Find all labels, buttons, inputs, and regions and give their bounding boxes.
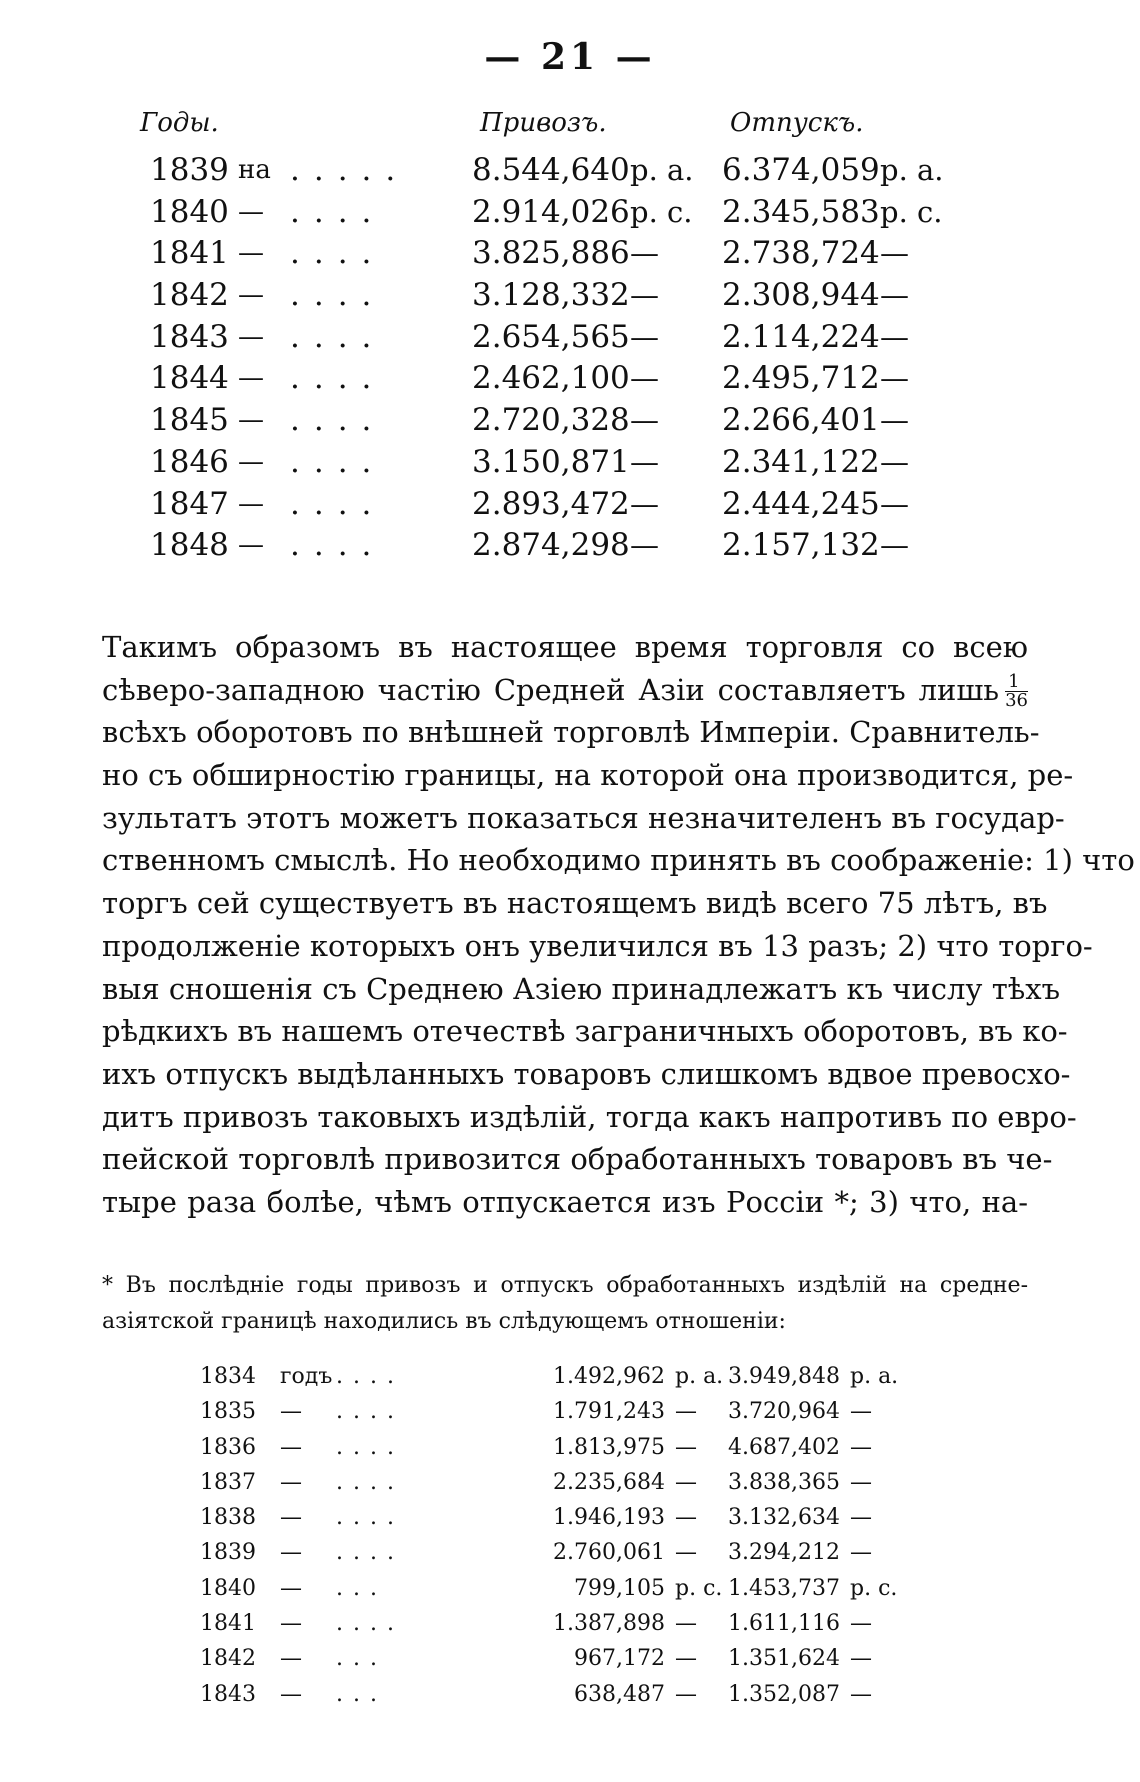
table-row xyxy=(140,358,940,400)
cell-year: 1840 xyxy=(200,1575,256,1601)
cell-import: 2.654,565 xyxy=(472,318,630,355)
cell-import-unit: — xyxy=(675,1434,697,1460)
cell-export: 1.453,737 xyxy=(728,1575,840,1601)
cell-import: 3.150,871 xyxy=(472,443,630,480)
cell-import-unit: — xyxy=(675,1681,697,1707)
footnote xyxy=(102,1268,1028,1340)
cell-mark: — xyxy=(238,196,264,227)
table-row xyxy=(140,525,940,567)
table-row xyxy=(140,442,940,484)
footnote-table-row xyxy=(200,1359,920,1394)
cell-export: 2.114,224 xyxy=(722,318,880,355)
cell-import: 2.874,298 xyxy=(472,527,630,564)
footnote-table-row xyxy=(200,1394,920,1429)
cell-export: 2.345,583 xyxy=(722,193,880,230)
cell-export-unit: р. с. xyxy=(880,194,943,229)
cell-dots: .... xyxy=(290,277,386,314)
table-row xyxy=(140,484,940,526)
paragraph-line: рѣдкихъ въ нашемъ отечествѣ заграничныхъ оборотовъ, въ ко- xyxy=(102,1014,1068,1049)
cell-mark: — xyxy=(280,1611,302,1637)
cell-year: 1838 xyxy=(200,1505,256,1531)
cell-dots: .... xyxy=(336,1469,404,1495)
cell-dots: ... xyxy=(336,1646,387,1672)
paragraph-line: ственномъ смыслѣ. Но необходимо принять въ соображеніе: 1) что xyxy=(102,843,1135,878)
cell-dots: .... xyxy=(336,1540,404,1566)
cell-export: 1.351,624 xyxy=(728,1646,840,1672)
cell-import: 2.760,061 xyxy=(553,1540,665,1566)
cell-year: 1839 xyxy=(200,1540,256,1566)
table-row xyxy=(140,400,940,442)
cell-year: 1841 xyxy=(200,1611,256,1637)
paragraph-line: торгъ сей существуетъ въ настоящемъ видѣ всего 75 лѣтъ, въ xyxy=(102,886,1048,921)
cell-mark: — xyxy=(280,1434,302,1460)
cell-import: 2.235,684 xyxy=(553,1469,665,1495)
cell-year: 1842 xyxy=(200,1646,256,1672)
cell-import: 1.791,243 xyxy=(553,1399,665,1425)
fraction-denominator: 36 xyxy=(1005,689,1028,711)
cell-export: 6.374,059 xyxy=(722,152,880,188)
cell-year: 1842 xyxy=(150,277,229,314)
cell-import-unit: — xyxy=(675,1399,697,1425)
cell-dots: .... xyxy=(336,1505,404,1531)
cell-import: 1.492,962 xyxy=(553,1364,665,1389)
cell-import: 3.128,332 xyxy=(472,277,630,314)
cell-year: 1836 xyxy=(200,1434,256,1460)
cell-export: 3.132,634 xyxy=(728,1505,840,1531)
cell-import-unit: — xyxy=(630,361,659,396)
cell-export-unit: — xyxy=(850,1646,872,1672)
cell-import-unit: — xyxy=(630,528,659,563)
cell-export: 3.720,964 xyxy=(728,1399,840,1425)
footnote-table-row xyxy=(200,1677,920,1712)
cell-export: 2.738,724 xyxy=(722,235,880,272)
cell-mark: — xyxy=(238,405,264,436)
cell-year: 1848 xyxy=(150,527,229,564)
fraction-numerator: 1 xyxy=(1005,673,1028,692)
cell-export-unit: — xyxy=(880,236,909,271)
cell-dots: ..... xyxy=(290,152,410,188)
cell-year: 1847 xyxy=(150,485,229,522)
paragraph-line: тыре раза болѣе, чѣмъ отпускается изъ Россіи *; 3) что, на- xyxy=(102,1184,1028,1219)
cell-export-unit: — xyxy=(880,528,909,563)
footnote-table-row xyxy=(200,1606,920,1641)
paragraph-line: дитъ привозъ таковыхъ издѣлій, тогда какъ напротивъ по евро- xyxy=(102,1099,1077,1134)
cell-year: 1834 xyxy=(200,1364,256,1389)
paragraph-line: Такимъ образомъ въ настоящее время торговля со всею xyxy=(102,630,1028,664)
cell-dots: .... xyxy=(290,318,386,355)
cell-import-unit: р. с. xyxy=(630,194,693,229)
paragraph-line: но съ обширностію границы, на которой она производится, ре- xyxy=(102,758,1074,793)
cell-export-unit: — xyxy=(850,1469,872,1495)
cell-mark: — xyxy=(238,530,264,561)
paragraph-line: пейской торговлѣ привозится обработанныхъ товаровъ въ че- xyxy=(102,1142,1053,1177)
cell-import-unit: — xyxy=(630,486,659,521)
cell-year: 1844 xyxy=(150,360,229,397)
cell-year: 1835 xyxy=(200,1399,256,1425)
cell-mark: — xyxy=(280,1575,302,1601)
trade-table xyxy=(140,108,944,567)
cell-mark: — xyxy=(280,1469,302,1495)
paragraph-line xyxy=(102,669,1028,712)
cell-dots: .... xyxy=(290,193,386,230)
cell-import: 2.914,026 xyxy=(472,193,630,230)
cell-export-unit: — xyxy=(850,1505,872,1531)
cell-dots: .... xyxy=(336,1611,404,1637)
cell-export-unit: — xyxy=(850,1611,872,1637)
cell-export: 2.157,132 xyxy=(722,527,880,564)
cell-import-unit: — xyxy=(675,1646,697,1672)
cell-year: 1843 xyxy=(150,318,229,355)
table-row xyxy=(140,317,940,359)
cell-mark: — xyxy=(280,1646,302,1672)
cell-import-unit: — xyxy=(675,1611,697,1637)
cell-import-unit: — xyxy=(675,1469,697,1495)
cell-import: 1.813,975 xyxy=(553,1434,665,1460)
footnote-table-row xyxy=(200,1641,920,1676)
cell-mark: — xyxy=(280,1540,302,1566)
cell-export-unit: — xyxy=(850,1434,872,1460)
trade-table-header xyxy=(140,108,940,150)
cell-export: 3.838,365 xyxy=(728,1469,840,1495)
paragraph-line: выя сношенія съ Среднею Азіею принадлежатъ къ числу тѣхъ xyxy=(102,971,1061,1006)
cell-export: 1.611,116 xyxy=(728,1611,840,1637)
table-row xyxy=(140,192,943,234)
header-import: Привозъ. xyxy=(480,108,607,138)
cell-dots: .... xyxy=(290,527,386,564)
cell-mark: — xyxy=(238,446,264,477)
footnote-table-row xyxy=(200,1465,920,1500)
cell-dots: .... xyxy=(336,1399,404,1425)
cell-export: 3.949,848 xyxy=(728,1364,840,1389)
cell-year: 1841 xyxy=(150,235,229,272)
cell-import: 967,172 xyxy=(574,1646,665,1672)
cell-import-unit: — xyxy=(630,444,659,479)
cell-import-unit: р. а. xyxy=(675,1364,724,1389)
cell-export-unit: — xyxy=(880,486,909,521)
paragraph-line: ихъ отпускъ выдѣланныхъ товаровъ слишкомъ вдвое превосхо- xyxy=(102,1056,1071,1091)
cell-export-unit: — xyxy=(880,278,909,313)
cell-export-unit: р. а. xyxy=(880,153,944,187)
paragraph-line: всѣхъ оборотовъ по внѣшней торговлѣ Имперіи. Сравнитель- xyxy=(102,715,1040,750)
fraction xyxy=(1005,670,1028,711)
cell-import: 2.462,100 xyxy=(472,360,630,397)
cell-export-unit: — xyxy=(880,444,909,479)
footnote-table-row xyxy=(200,1535,920,1570)
cell-year: 1840 xyxy=(150,193,229,230)
footnote-table-row xyxy=(200,1500,920,1535)
cell-export: 3.294,212 xyxy=(728,1540,840,1566)
cell-import: 3.825,886 xyxy=(472,235,630,272)
cell-mark: — xyxy=(280,1505,302,1531)
paragraph-line-text: сѣверо-западною частію Средней Азіи составляетъ лишь xyxy=(102,672,1000,707)
cell-export-unit: — xyxy=(880,361,909,396)
cell-dots: .... xyxy=(290,402,386,439)
cell-import-unit: — xyxy=(675,1505,697,1531)
header-export: Отпускъ. xyxy=(730,108,864,138)
cell-mark: — xyxy=(238,280,264,311)
table-row xyxy=(140,150,944,192)
footnote-table xyxy=(200,1359,920,1712)
cell-export: 2.444,245 xyxy=(722,485,880,522)
cell-export-unit: — xyxy=(850,1399,872,1425)
cell-import-unit: — xyxy=(630,236,659,271)
paragraph-line: зультатъ этотъ можетъ показаться незначителенъ въ государ- xyxy=(102,800,1065,835)
cell-import: 638,487 xyxy=(574,1681,665,1707)
cell-export-unit: — xyxy=(850,1540,872,1566)
cell-dots: .... xyxy=(290,235,386,272)
cell-export-unit: — xyxy=(880,319,909,354)
cell-import: 2.720,328 xyxy=(472,402,630,439)
cell-import-unit: — xyxy=(630,319,659,354)
footnote-table-row xyxy=(200,1430,920,1465)
cell-export-unit: р. с. xyxy=(850,1575,898,1601)
footnote-line: * Въ послѣдніе годы привозъ и отпускъ обработанныхъ издѣлій на средне- xyxy=(102,1273,1028,1298)
cell-import-unit: — xyxy=(630,403,659,438)
cell-import: 799,105 xyxy=(574,1575,665,1601)
cell-year: 1837 xyxy=(200,1469,256,1495)
footnote-line: азіятской границѣ находились въ слѣдующемъ отношеніи: xyxy=(102,1309,786,1334)
footnote-table-row xyxy=(200,1571,920,1606)
cell-import-unit: р. а. xyxy=(630,153,694,187)
cell-import: 1.387,898 xyxy=(553,1611,665,1637)
cell-export: 2.308,944 xyxy=(722,277,880,314)
cell-import-unit: — xyxy=(675,1540,697,1566)
cell-dots: .... xyxy=(290,485,386,522)
cell-dots: ... xyxy=(336,1575,387,1601)
cell-import: 8.544,640 xyxy=(472,152,630,188)
cell-export-unit: р. а. xyxy=(850,1364,899,1389)
cell-dots: .... xyxy=(336,1434,404,1460)
cell-import-unit: — xyxy=(630,278,659,313)
cell-export: 2.341,122 xyxy=(722,443,880,480)
header-years: Годы. xyxy=(140,108,219,138)
cell-dots: .... xyxy=(290,360,386,397)
page-number: — 21 — xyxy=(484,36,656,78)
cell-mark: — xyxy=(238,238,264,269)
body-paragraph xyxy=(102,626,1135,1224)
cell-year: 1845 xyxy=(150,402,229,439)
cell-export: 2.266,401 xyxy=(722,402,880,439)
cell-mark: — xyxy=(280,1681,302,1707)
cell-import-unit: р. с. xyxy=(675,1575,723,1601)
cell-dots: ... xyxy=(336,1681,387,1707)
cell-year: 1839 xyxy=(150,152,229,188)
cell-mark: — xyxy=(238,488,264,519)
cell-export: 4.687,402 xyxy=(728,1434,840,1460)
cell-mark: — xyxy=(238,363,264,394)
cell-export: 2.495,712 xyxy=(722,360,880,397)
cell-import: 1.946,193 xyxy=(553,1505,665,1531)
trade-table-body xyxy=(140,150,944,567)
cell-dots: .... xyxy=(336,1364,404,1389)
cell-export: 1.352,087 xyxy=(728,1681,840,1707)
cell-export-unit: — xyxy=(850,1681,872,1707)
cell-export-unit: — xyxy=(880,403,909,438)
cell-import: 2.893,472 xyxy=(472,485,630,522)
table-row xyxy=(140,275,940,317)
cell-mark: — xyxy=(280,1399,302,1425)
cell-mark: годъ xyxy=(280,1364,333,1389)
cell-dots: .... xyxy=(290,443,386,480)
cell-year: 1846 xyxy=(150,443,229,480)
table-row xyxy=(140,233,940,275)
cell-mark: — xyxy=(238,321,264,352)
cell-mark: на xyxy=(238,155,271,185)
cell-year: 1843 xyxy=(200,1681,256,1707)
paragraph-line: продолженіе которыхъ онъ увеличился въ 13 разъ; 2) что торго- xyxy=(102,928,1093,963)
